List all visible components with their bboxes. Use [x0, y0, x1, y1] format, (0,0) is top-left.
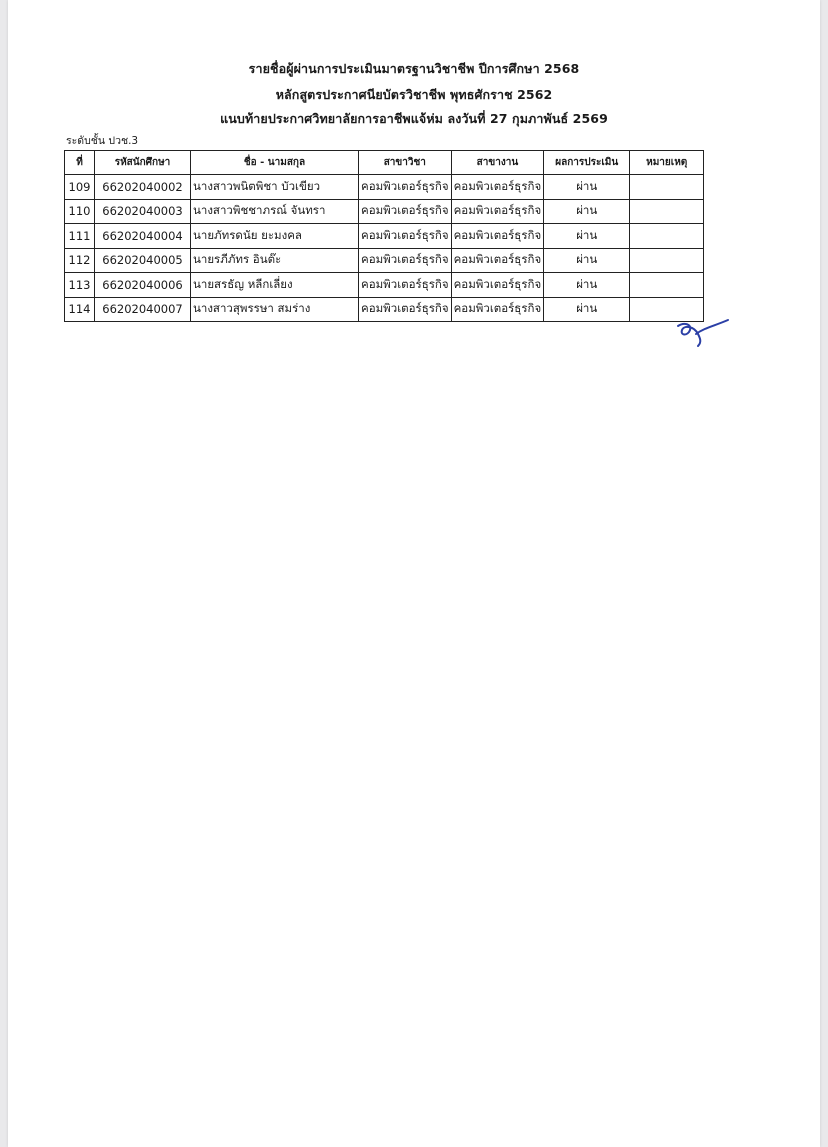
header-no: ที่ — [65, 151, 95, 175]
cell-note — [630, 175, 704, 200]
cell-result: ผ่าน — [544, 175, 630, 200]
cell-result: ผ่าน — [544, 224, 630, 249]
document-title-line3: แนบท้ายประกาศวิทยาลัยการอาชีพแจ้ห่ม ลงวันที่ 27 กุมภาพันธ์ 2569 — [220, 111, 608, 126]
cell-no: 110 — [65, 199, 95, 224]
table-row — [65, 175, 704, 200]
cell-note — [630, 199, 704, 224]
cell-no: 113 — [65, 273, 95, 298]
cell-major: คอมพิวเตอร์ธุรกิจ — [359, 224, 452, 249]
header-result: ผลการประเมิน — [544, 151, 630, 175]
cell-no: 114 — [65, 297, 95, 322]
cell-field: คอมพิวเตอร์ธุรกิจ — [451, 297, 544, 322]
cell-major: คอมพิวเตอร์ธุรกิจ — [359, 273, 452, 298]
cell-note — [630, 273, 704, 298]
cell-note — [630, 224, 704, 249]
cell-note — [630, 248, 704, 273]
cell-major: คอมพิวเตอร์ธุรกิจ — [359, 199, 452, 224]
cell-no: 111 — [65, 224, 95, 249]
table-row — [65, 199, 704, 224]
document-page — [8, 0, 820, 1147]
cell-field: คอมพิวเตอร์ธุรกิจ — [451, 273, 544, 298]
header-field: สาขางาน — [451, 151, 544, 175]
cell-name: นางสาวพิชชาภรณ์ จันทรา — [191, 199, 359, 224]
cell-name: นางสาวพนิตพิชา บัวเขียว — [191, 175, 359, 200]
cell-result: ผ่าน — [544, 297, 630, 322]
header-note: หมายเหตุ — [630, 151, 704, 175]
cell-student-id: 66202040006 — [95, 273, 191, 298]
cell-result: ผ่าน — [544, 199, 630, 224]
header-student-id: รหัสนักศึกษา — [95, 151, 191, 175]
cell-field: คอมพิวเตอร์ธุรกิจ — [451, 224, 544, 249]
cell-student-id: 66202040005 — [95, 248, 191, 273]
cell-student-id: 66202040002 — [95, 175, 191, 200]
table-row — [65, 273, 704, 298]
cell-student-id: 66202040007 — [95, 297, 191, 322]
table-header-row — [65, 151, 704, 175]
cell-major: คอมพิวเตอร์ธุรกิจ — [359, 297, 452, 322]
results-table — [64, 150, 704, 322]
cell-field: คอมพิวเตอร์ธุรกิจ — [451, 175, 544, 200]
table-row — [65, 224, 704, 249]
cell-student-id: 66202040004 — [95, 224, 191, 249]
cell-name: นายสรธัญ หลีกเลี่ยง — [191, 273, 359, 298]
cell-student-id: 66202040003 — [95, 199, 191, 224]
cell-field: คอมพิวเตอร์ธุรกิจ — [451, 248, 544, 273]
cell-no: 109 — [65, 175, 95, 200]
cell-major: คอมพิวเตอร์ธุรกิจ — [359, 248, 452, 273]
document-title-line2: หลักสูตรประกาศนียบัตรวิชาชีพ พุทธศักราช 2562 — [275, 87, 553, 102]
cell-name: นายภัทรดนัย ยะมงคล — [191, 224, 359, 249]
cell-no: 112 — [65, 248, 95, 273]
class-level-label: ระดับชั้น ปวช.3 — [66, 135, 139, 147]
handwritten-signature — [672, 316, 732, 350]
header-name: ชื่อ - นามสกุล — [191, 151, 359, 175]
cell-name: นายรภีภัทร อินต๊ะ — [191, 248, 359, 273]
cell-major: คอมพิวเตอร์ธุรกิจ — [359, 175, 452, 200]
header-major: สาขาวิชา — [359, 151, 452, 175]
table-row — [65, 248, 704, 273]
table-row — [65, 297, 704, 322]
document-title-line1: รายชื่อผู้ผ่านการประเมินมาตรฐานวิชาชีพ ปีการศึกษา 2568 — [248, 61, 580, 76]
cell-result: ผ่าน — [544, 248, 630, 273]
cell-field: คอมพิวเตอร์ธุรกิจ — [451, 199, 544, 224]
cell-result: ผ่าน — [544, 273, 630, 298]
cell-name: นางสาวสุพรรษา สมร่าง — [191, 297, 359, 322]
